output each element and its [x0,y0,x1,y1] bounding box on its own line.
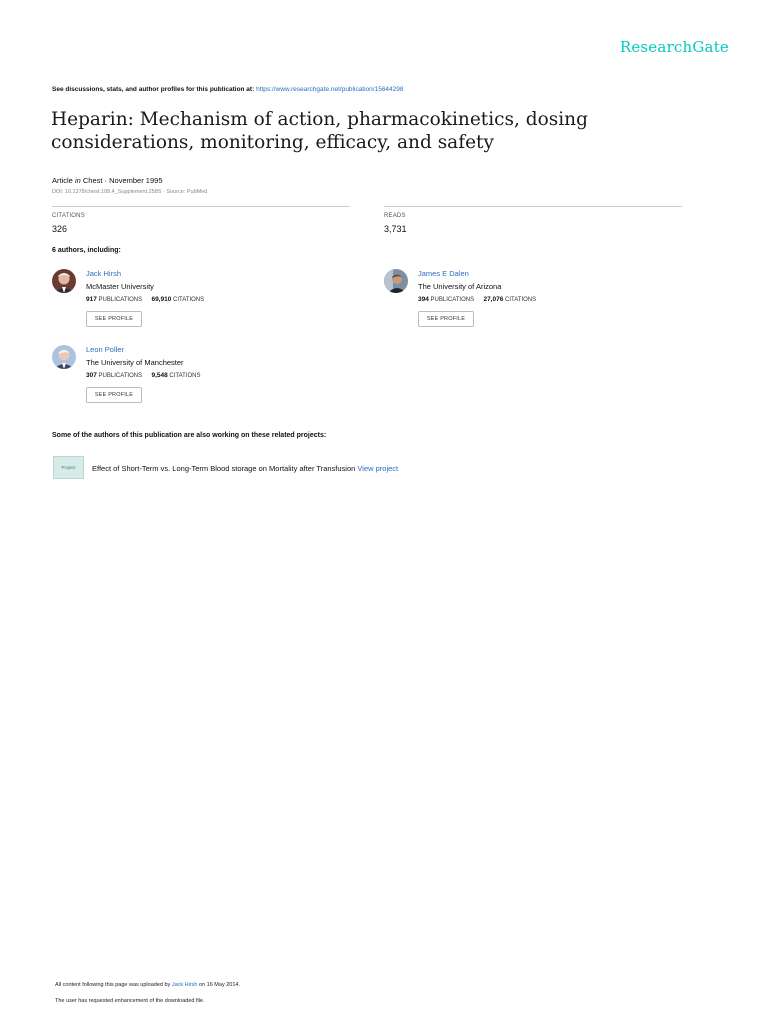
publication-url-link[interactable]: https://www.researchgate.net/publication/15644298 [256,86,404,93]
reads-label: READS [384,213,406,219]
citations-count: 27,076 [483,296,504,303]
authors-heading: 6 authors, including: [52,247,121,254]
author-name-link[interactable]: Jack Hirsh [86,269,122,278]
publication-link-line [52,86,404,93]
author-stats [86,372,201,379]
author-stats [86,296,204,303]
uploader-link[interactable]: Jack Hirsh [171,982,198,988]
author-card [52,345,352,415]
publications-label: PUBLICATIONS [430,297,475,303]
author-card [384,269,684,339]
author-name-link[interactable]: Leon Poller [86,345,124,354]
citations-count: 69,910 [151,296,172,303]
citations-count: 9,548 [151,372,168,379]
article-title: Heparin: Mechanism of action, pharmacokinetics, dosing considerations, monitoring, efficacy, and safety [51,109,588,153]
project-thumbnail[interactable]: Project [53,456,84,479]
article-meta [52,176,163,185]
author-institution: McMaster University [86,282,154,291]
author-photo-icon [52,269,76,293]
publications-count: 307 [86,372,97,379]
avatar[interactable] [52,269,76,293]
citations-value: 326 [52,224,68,234]
citations-label: CITATIONS [505,297,537,303]
publications-count: 394 [418,296,429,303]
author-name-link[interactable]: James E Dalen [418,269,469,278]
upload-note [55,982,240,988]
upload-date: on 16 May 2014. [199,982,240,988]
author-institution: The University of Arizona [418,282,502,291]
publications-count: 917 [86,296,97,303]
citations-label: CITATIONS [52,213,85,219]
related-projects-heading: Some of the authors of this publication are also working on these related projects: [52,432,327,439]
avatar[interactable] [52,345,76,369]
view-project-link[interactable]: View project [357,464,399,473]
author-institution: The University of Manchester [86,358,184,367]
avatar[interactable] [384,269,408,293]
citations-label: CITATIONS [169,373,201,379]
upload-prefix: All content following this page was uploaded by [55,982,171,988]
author-photo-icon [384,269,408,293]
citations-label: CITATIONS [173,297,205,303]
author-card [52,269,352,339]
topline-prefix: See discussions, stats, and author profiles for this publication at: [52,86,255,93]
citations-divider [52,206,350,207]
related-project-item [92,464,398,473]
see-profile-button[interactable]: SEE PROFILE [86,387,142,403]
researchgate-logo[interactable]: ResearchGate [619,38,729,56]
see-profile-button[interactable]: SEE PROFILE [418,311,474,327]
project-title: Effect of Short-Term vs. Long-Term Blood storage on Mortality after Transfusion [92,464,356,473]
author-photo-icon [52,345,76,369]
reads-value: 3,731 [384,224,407,234]
article-in: in [74,176,81,185]
author-stats [418,296,536,303]
publications-label: PUBLICATIONS [98,297,143,303]
article-journal: Chest · November 1995 [82,176,163,185]
enhancement-note: The user has requested enhancement of the downloaded file. [55,998,205,1004]
see-profile-button[interactable]: SEE PROFILE [86,311,142,327]
article-doi: DOI: 10.1378/chest.108.4_Supplement.258S · Source: PubMed [52,189,208,195]
article-type: Article [52,176,73,185]
reads-divider [384,206,682,207]
publications-label: PUBLICATIONS [98,373,143,379]
